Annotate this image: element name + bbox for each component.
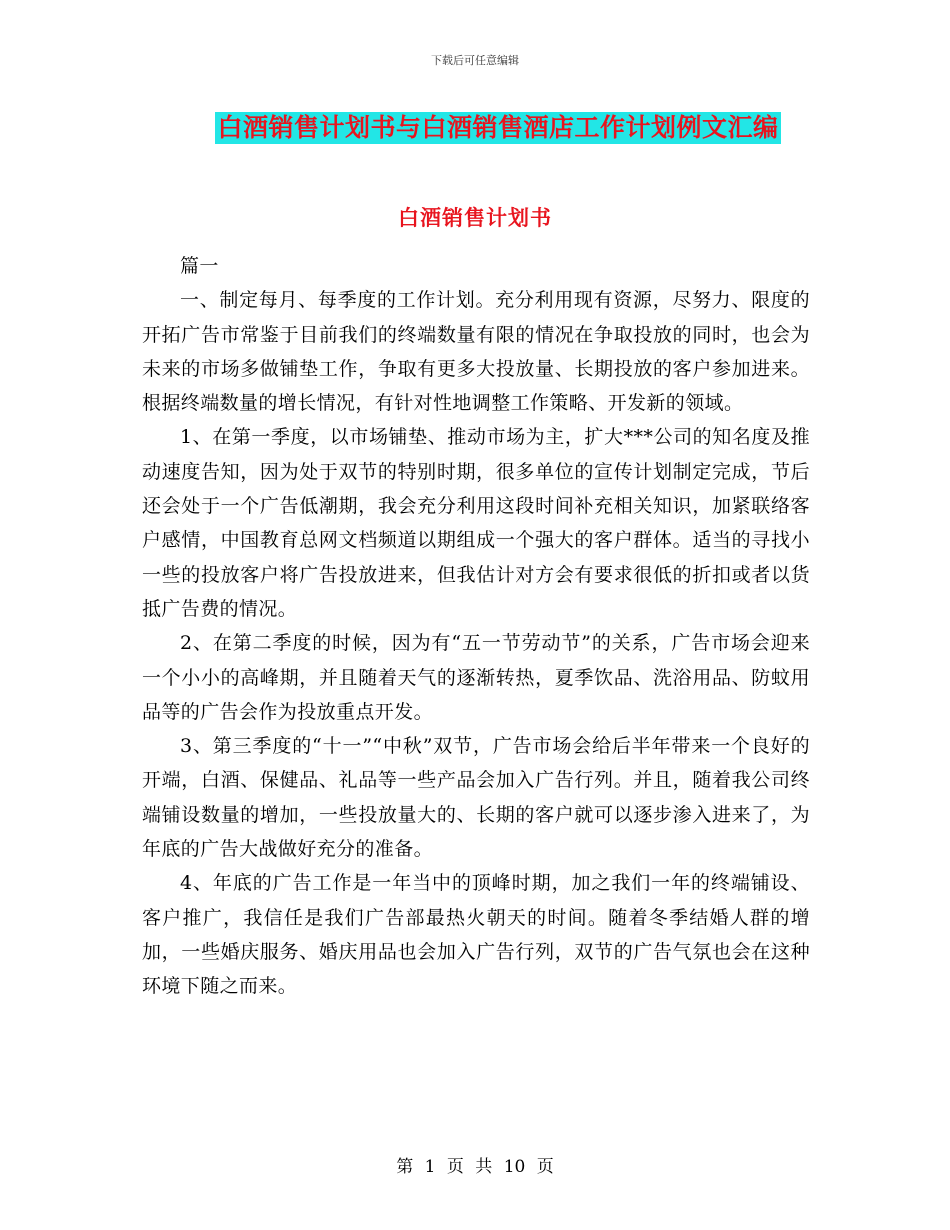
section-title: 白酒销售计划书 [398, 206, 552, 230]
paragraph: 1、在第一季度，以市场铺垫、推动市场为主，扩大***公司的知名度及推动速度告知，因为处于双节的特别时期，很多单位的宣传计划制定完成，节后还会处于一个广告低潮期，我会充分利用这段时间补充相关知识，加紧联络客户感情，中国教育总网文档频道以期组成一个强大的客户群体。适当的寻找小一些的投放客户将广告投放进来，但我估计对方会有要求很低的折扣或者以货抵广告费的情况。 [142, 426, 810, 620]
document-title-container [0, 112, 950, 144]
page-number-footer: 第 1 页 共 10 页 [396, 1157, 554, 1177]
document-title: 白酒销售计划书与白酒销售酒店工作计划例文汇编 [217, 113, 779, 142]
paragraph: 2、在第二季度的时候，因为有“五一节劳动节”的关系，广告市场会迎来一个小小的高峰期，并且随着天气的逐渐转热，夏季饮品、洗浴用品、防蚊用品等的广告会作为投放重点开发。 [142, 632, 810, 723]
paragraph: 3、第三季度的“十一”“中秋”双节，广告市场会给后半年带来一个良好的开端，白酒、保健品、礼品等一些产品会加入广告行列。并且，随着我公司终端铺设数量的增加，一些投放量大的、长期的客户就可以逐步渗入进来了，为年底的广告大战做好充分的准备。 [142, 735, 810, 861]
document-body [142, 249, 810, 1004]
paragraph-part-label: 篇一 [180, 255, 219, 277]
paragraph: 一、制定每月、每季度的工作计划。充分利用现有资源，尽努力、限度的开拓广告市常鉴于目前我们的终端数量有限的情况在争取投放的同时，也会为未来的市场多做铺垫工作，争取有更多大投放量、长期投放的客户参加进来。根据终端数量的增长情况，有针对性地调整工作策略、开发新的领域。 [142, 289, 810, 415]
paragraph: 4、年底的广告工作是一年当中的顶峰时期，加之我们一年的终端铺设、客户推广，我信任是我们广告部最热火朝天的时间。随着冬季结婚人群的增加，一些婚庆服务、婚庆用品也会加入广告行列，双节的广告气氛也会在这种环境下随之而来。 [142, 872, 810, 998]
header-note: 下载后可任意编辑 [431, 54, 519, 67]
